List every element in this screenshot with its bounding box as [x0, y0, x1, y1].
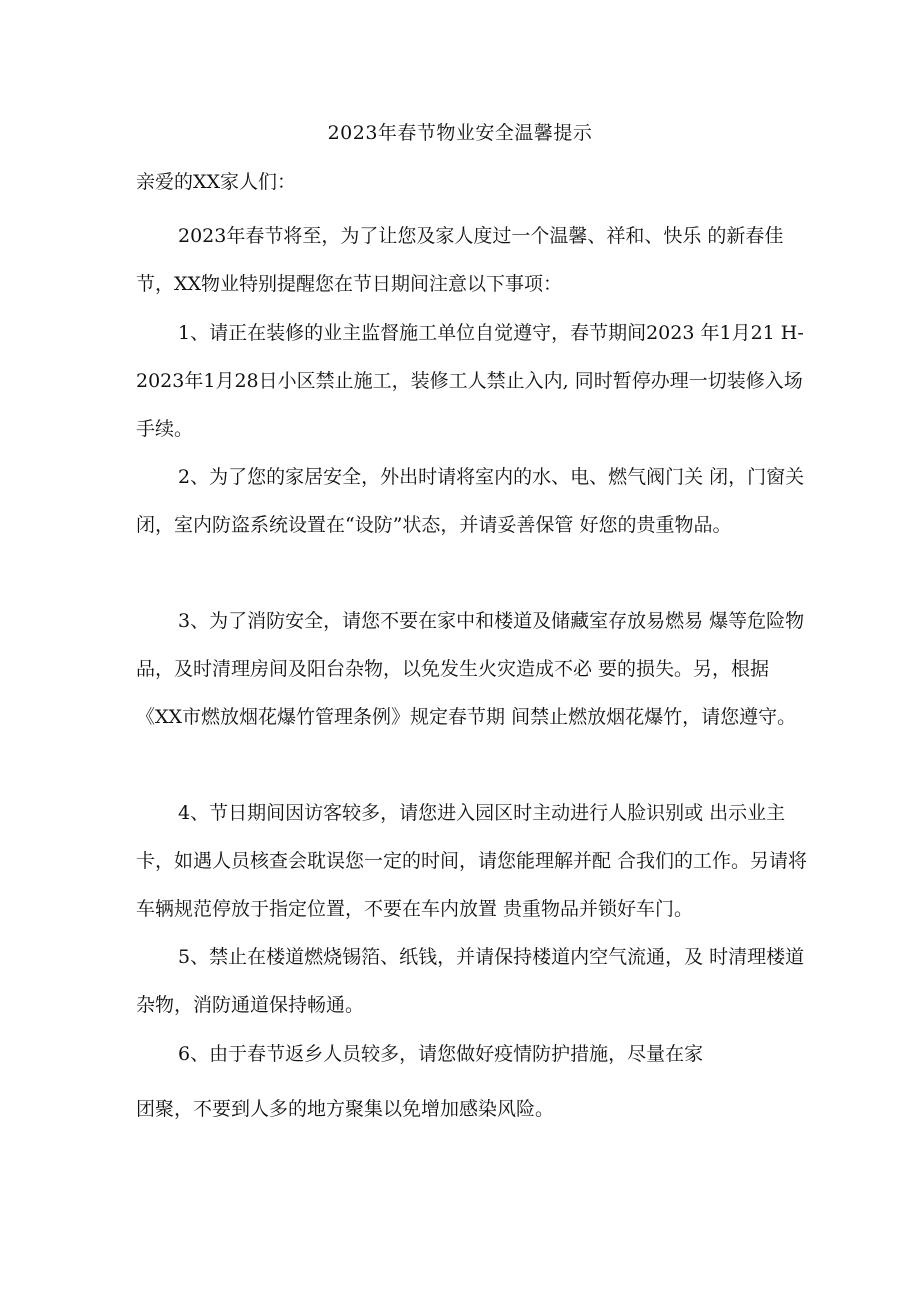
notice-item-1: 1、请正在装修的业主监督施工单位自觉遵守，春节期间2023 年1月21 H-2023年1月28日小区禁止施工，装修工人禁止入内, 同时暂停办理一切装修入场手续。 — [136, 322, 804, 440]
notice-item-6-line-1: 6、由于春节返乡人员较多，请您做好疫情防护措施，尽量在家 — [178, 1043, 704, 1065]
notice-item-5: 5、禁止在楼道燃烧锡箔、纸钱，并请保持楼道内空气流通，及 时清理楼道杂物，消防通道保持畅通。 — [136, 946, 805, 1016]
notice-item-6-line-2: 团聚，不要到人多的地方聚集以免增加感染风险。 — [136, 1098, 555, 1120]
notice-item-4: 4、节日期间因访客较多，请您进入园区时主动进行人脸识别或 出示业主卡，如遇人员核查会耽误您一定的时间，请您能理解并配 合我们的工作。另请将车辆规范停放于指定位置，不要在车内放置 贵重物品并锁好车门。 — [136, 802, 808, 920]
notice-item-3: 3、为了消防安全，请您不要在家中和楼道及储藏室存放易燃易 爆等危险物品，及时清理房间及阳台杂物，以免发生火灾造成不必 要的损失。另，根据《XX市燃放烟花爆竹管理条例》规定春节期 间禁止燃放烟花爆竹，请您遵守。 — [136, 610, 805, 728]
notice-item-2: 2、为了您的家居安全，外出时请将室内的水、电、燃气阀门关 闭，门窗关闭，室内防盗系统设置在“设防”状态，并请妥善保管 好您的贵重物品。 — [136, 466, 805, 536]
greeting-line: 亲爱的XX家人们： — [136, 171, 297, 193]
document-title: 2023年春节物业安全温馨提示 — [327, 122, 593, 144]
intro-paragraph: 2023年春节将至，为了让您及家人度过一个温馨、祥和、快乐 的新春佳节，XX物业特别提醒您在节日期间注意以下事项： — [136, 225, 784, 295]
